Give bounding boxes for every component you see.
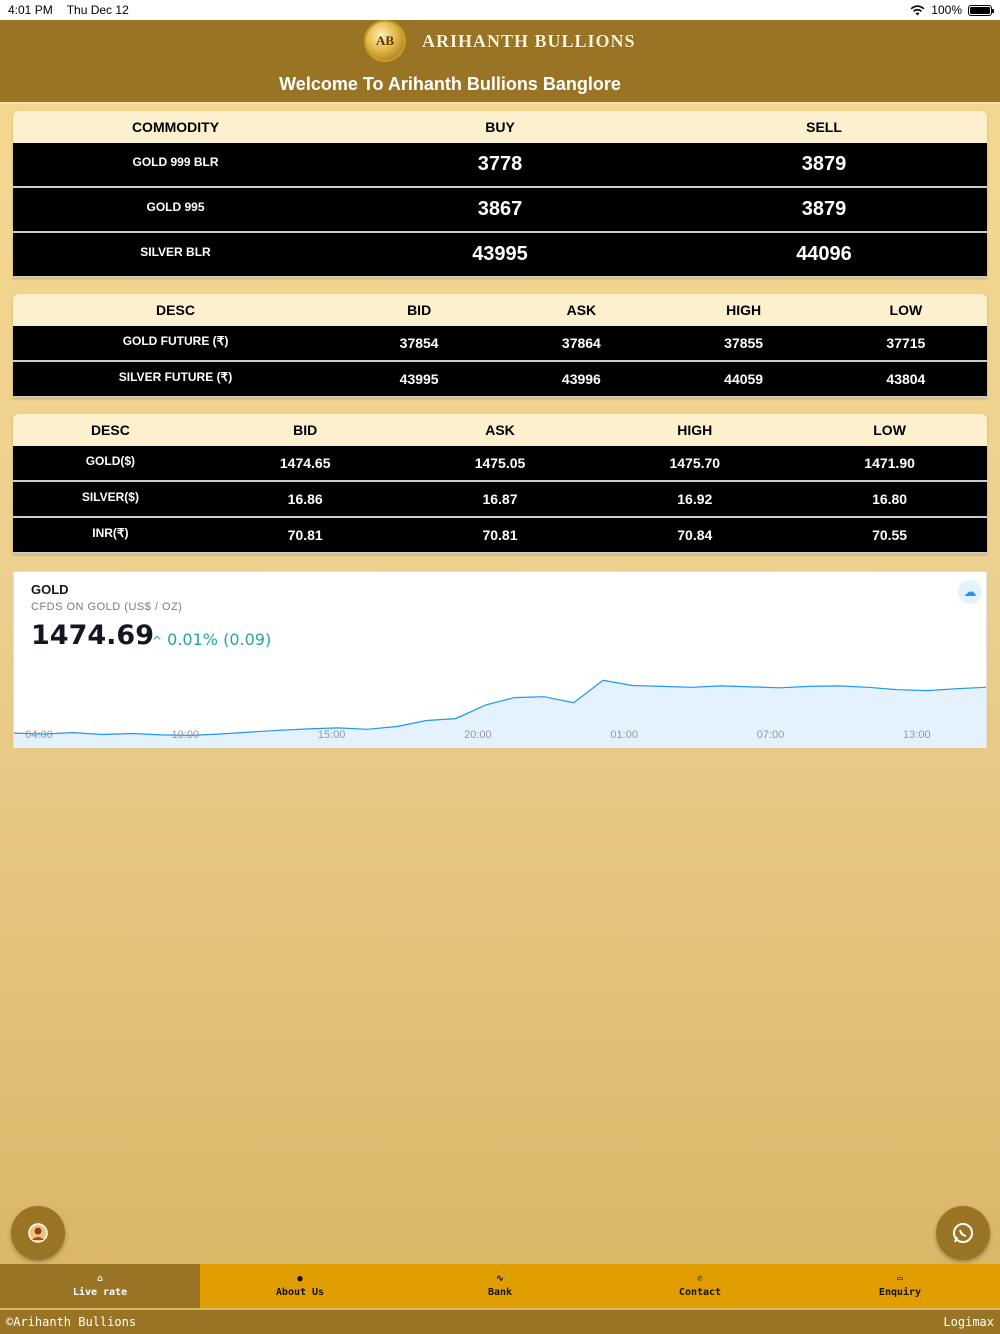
up-arrow-icon: ^ bbox=[152, 634, 163, 648]
support-button[interactable] bbox=[11, 1206, 65, 1260]
high-value: 1475.70 bbox=[669, 455, 721, 471]
nav-live-rate[interactable] bbox=[0, 1264, 200, 1308]
phone-icon: ✆ bbox=[697, 1274, 703, 1284]
table-row bbox=[13, 233, 987, 278]
chart-description: CFDS ON GOLD (US$ / OZ) bbox=[31, 601, 183, 613]
nav-contact[interactable] bbox=[600, 1264, 800, 1308]
x-tick-label: 10:00 bbox=[171, 729, 200, 741]
bid-value: 37854 bbox=[399, 335, 439, 351]
nav-about-us[interactable] bbox=[200, 1264, 400, 1308]
low-value: 37715 bbox=[886, 335, 926, 351]
column-header: HIGH bbox=[677, 422, 713, 438]
table-row bbox=[13, 143, 987, 188]
developer-credit: Logimax bbox=[943, 1315, 994, 1329]
column-header: ASK bbox=[566, 302, 597, 318]
x-tick-label: 20:00 bbox=[464, 729, 492, 741]
high-value: 70.84 bbox=[677, 527, 713, 543]
low-value: 43804 bbox=[886, 371, 926, 387]
bid-value: 70.81 bbox=[287, 527, 323, 543]
ask-value: 70.81 bbox=[482, 527, 518, 543]
commodity-name: GOLD 995 bbox=[146, 199, 205, 214]
column-header: COMMODITY bbox=[131, 119, 220, 135]
bid-value: 1474.65 bbox=[279, 455, 331, 471]
chart-price: 1474.69 bbox=[31, 620, 154, 651]
ask-value: 43996 bbox=[561, 371, 601, 387]
buy-price: 3778 bbox=[477, 153, 523, 175]
x-tick-label: 07:00 bbox=[756, 729, 785, 741]
table-row bbox=[13, 446, 987, 482]
column-header: LOW bbox=[873, 422, 906, 438]
ask-value: 16.87 bbox=[482, 491, 518, 507]
futures-table bbox=[13, 294, 987, 398]
commodity-name: SILVER BLR bbox=[140, 244, 211, 259]
price-chart bbox=[14, 662, 986, 748]
row-desc: GOLD FUTURE (₹) bbox=[122, 334, 229, 348]
nav-enquiry[interactable] bbox=[800, 1264, 1000, 1308]
table-row bbox=[13, 518, 987, 554]
nav-label: Contact bbox=[678, 1287, 722, 1298]
x-tick-label: 04:00 bbox=[25, 729, 53, 741]
row-desc: INR(₹) bbox=[92, 526, 129, 540]
sell-price: 3879 bbox=[801, 198, 847, 220]
tradingview-logo-icon[interactable]: ☁ bbox=[958, 580, 982, 604]
bid-value: 16.86 bbox=[287, 491, 323, 507]
wifi-icon bbox=[910, 5, 925, 16]
column-header: LOW bbox=[889, 302, 923, 318]
app-header bbox=[0, 20, 1000, 104]
table-row bbox=[13, 326, 987, 362]
status-right bbox=[910, 3, 992, 17]
table-header bbox=[13, 294, 987, 326]
column-header: SELL bbox=[806, 119, 842, 135]
person-icon: ● bbox=[297, 1274, 303, 1284]
nav-label: Bank bbox=[487, 1287, 513, 1298]
welcome-text: Welcome To Arihanth Bullions Banglore bbox=[279, 74, 621, 94]
low-value: 70.55 bbox=[872, 527, 908, 543]
card-icon: ▭ bbox=[897, 1274, 903, 1284]
nav-label: Live rate bbox=[72, 1287, 128, 1298]
battery-icon bbox=[968, 5, 992, 16]
brand-name: ARIHANTH BULLIONS bbox=[422, 30, 636, 51]
column-header: BID bbox=[293, 422, 318, 438]
table-header bbox=[13, 414, 987, 446]
footer bbox=[0, 1310, 1000, 1334]
ask-value: 1475.05 bbox=[474, 455, 526, 471]
support-agent-icon bbox=[27, 1222, 49, 1244]
spot-table bbox=[13, 414, 987, 554]
nav-bank[interactable] bbox=[400, 1264, 600, 1308]
low-value: 16.80 bbox=[872, 491, 908, 507]
bid-value: 43995 bbox=[399, 371, 439, 387]
brand-logo bbox=[364, 20, 636, 62]
nav-label: About Us bbox=[275, 1287, 325, 1298]
commodity-name: GOLD 999 BLR bbox=[132, 154, 219, 169]
x-tick-label: 01:00 bbox=[610, 729, 638, 741]
chart-change bbox=[152, 630, 271, 649]
gold-chart-widget[interactable] bbox=[13, 571, 987, 748]
column-header: BID bbox=[407, 302, 432, 318]
status-time: 4:01 PM bbox=[8, 3, 53, 17]
low-value: 1471.90 bbox=[864, 455, 915, 471]
change-value: 0.01% (0.09) bbox=[167, 630, 272, 649]
chart-symbol: GOLD bbox=[31, 582, 69, 597]
ask-value: 37864 bbox=[561, 335, 601, 351]
column-header: DESC bbox=[90, 422, 130, 438]
table-row bbox=[13, 188, 987, 233]
table-row bbox=[13, 482, 987, 518]
column-header: DESC bbox=[156, 302, 195, 318]
buy-price: 3867 bbox=[477, 198, 523, 220]
commodity-table bbox=[13, 111, 987, 278]
status-bar bbox=[0, 0, 1000, 20]
high-value: 37855 bbox=[724, 335, 764, 351]
nav-label: Enquiry bbox=[878, 1287, 922, 1298]
row-desc: SILVER FUTURE (₹) bbox=[118, 370, 233, 384]
buy-price: 43995 bbox=[472, 243, 528, 265]
table-header bbox=[13, 111, 987, 143]
whatsapp-button[interactable] bbox=[936, 1206, 990, 1260]
whatsapp-icon bbox=[952, 1222, 974, 1244]
sell-price: 3879 bbox=[801, 153, 847, 175]
table-row bbox=[13, 362, 987, 398]
sell-price: 44096 bbox=[796, 243, 852, 265]
x-tick-label: 13:00 bbox=[903, 729, 931, 741]
pulse-icon: ∿ bbox=[496, 1274, 504, 1284]
column-header: BUY bbox=[485, 119, 515, 135]
status-date: Thu Dec 12 bbox=[66, 3, 129, 17]
home-icon: ⌂ bbox=[97, 1274, 103, 1284]
row-desc: SILVER($) bbox=[81, 490, 139, 504]
high-value: 44059 bbox=[724, 371, 764, 387]
battery-percent: 100% bbox=[931, 3, 962, 17]
column-header: HIGH bbox=[726, 302, 762, 318]
bottom-navigation bbox=[0, 1264, 1000, 1308]
copyright-text: ©Arihanth Bullions bbox=[6, 1315, 137, 1329]
high-value: 16.92 bbox=[677, 491, 713, 507]
column-header: ASK bbox=[485, 422, 515, 438]
row-desc: GOLD($) bbox=[85, 454, 136, 468]
logo-coin-icon: AB bbox=[364, 20, 406, 62]
x-tick-label: 15:00 bbox=[317, 729, 346, 741]
chart-area-fill bbox=[14, 680, 986, 748]
